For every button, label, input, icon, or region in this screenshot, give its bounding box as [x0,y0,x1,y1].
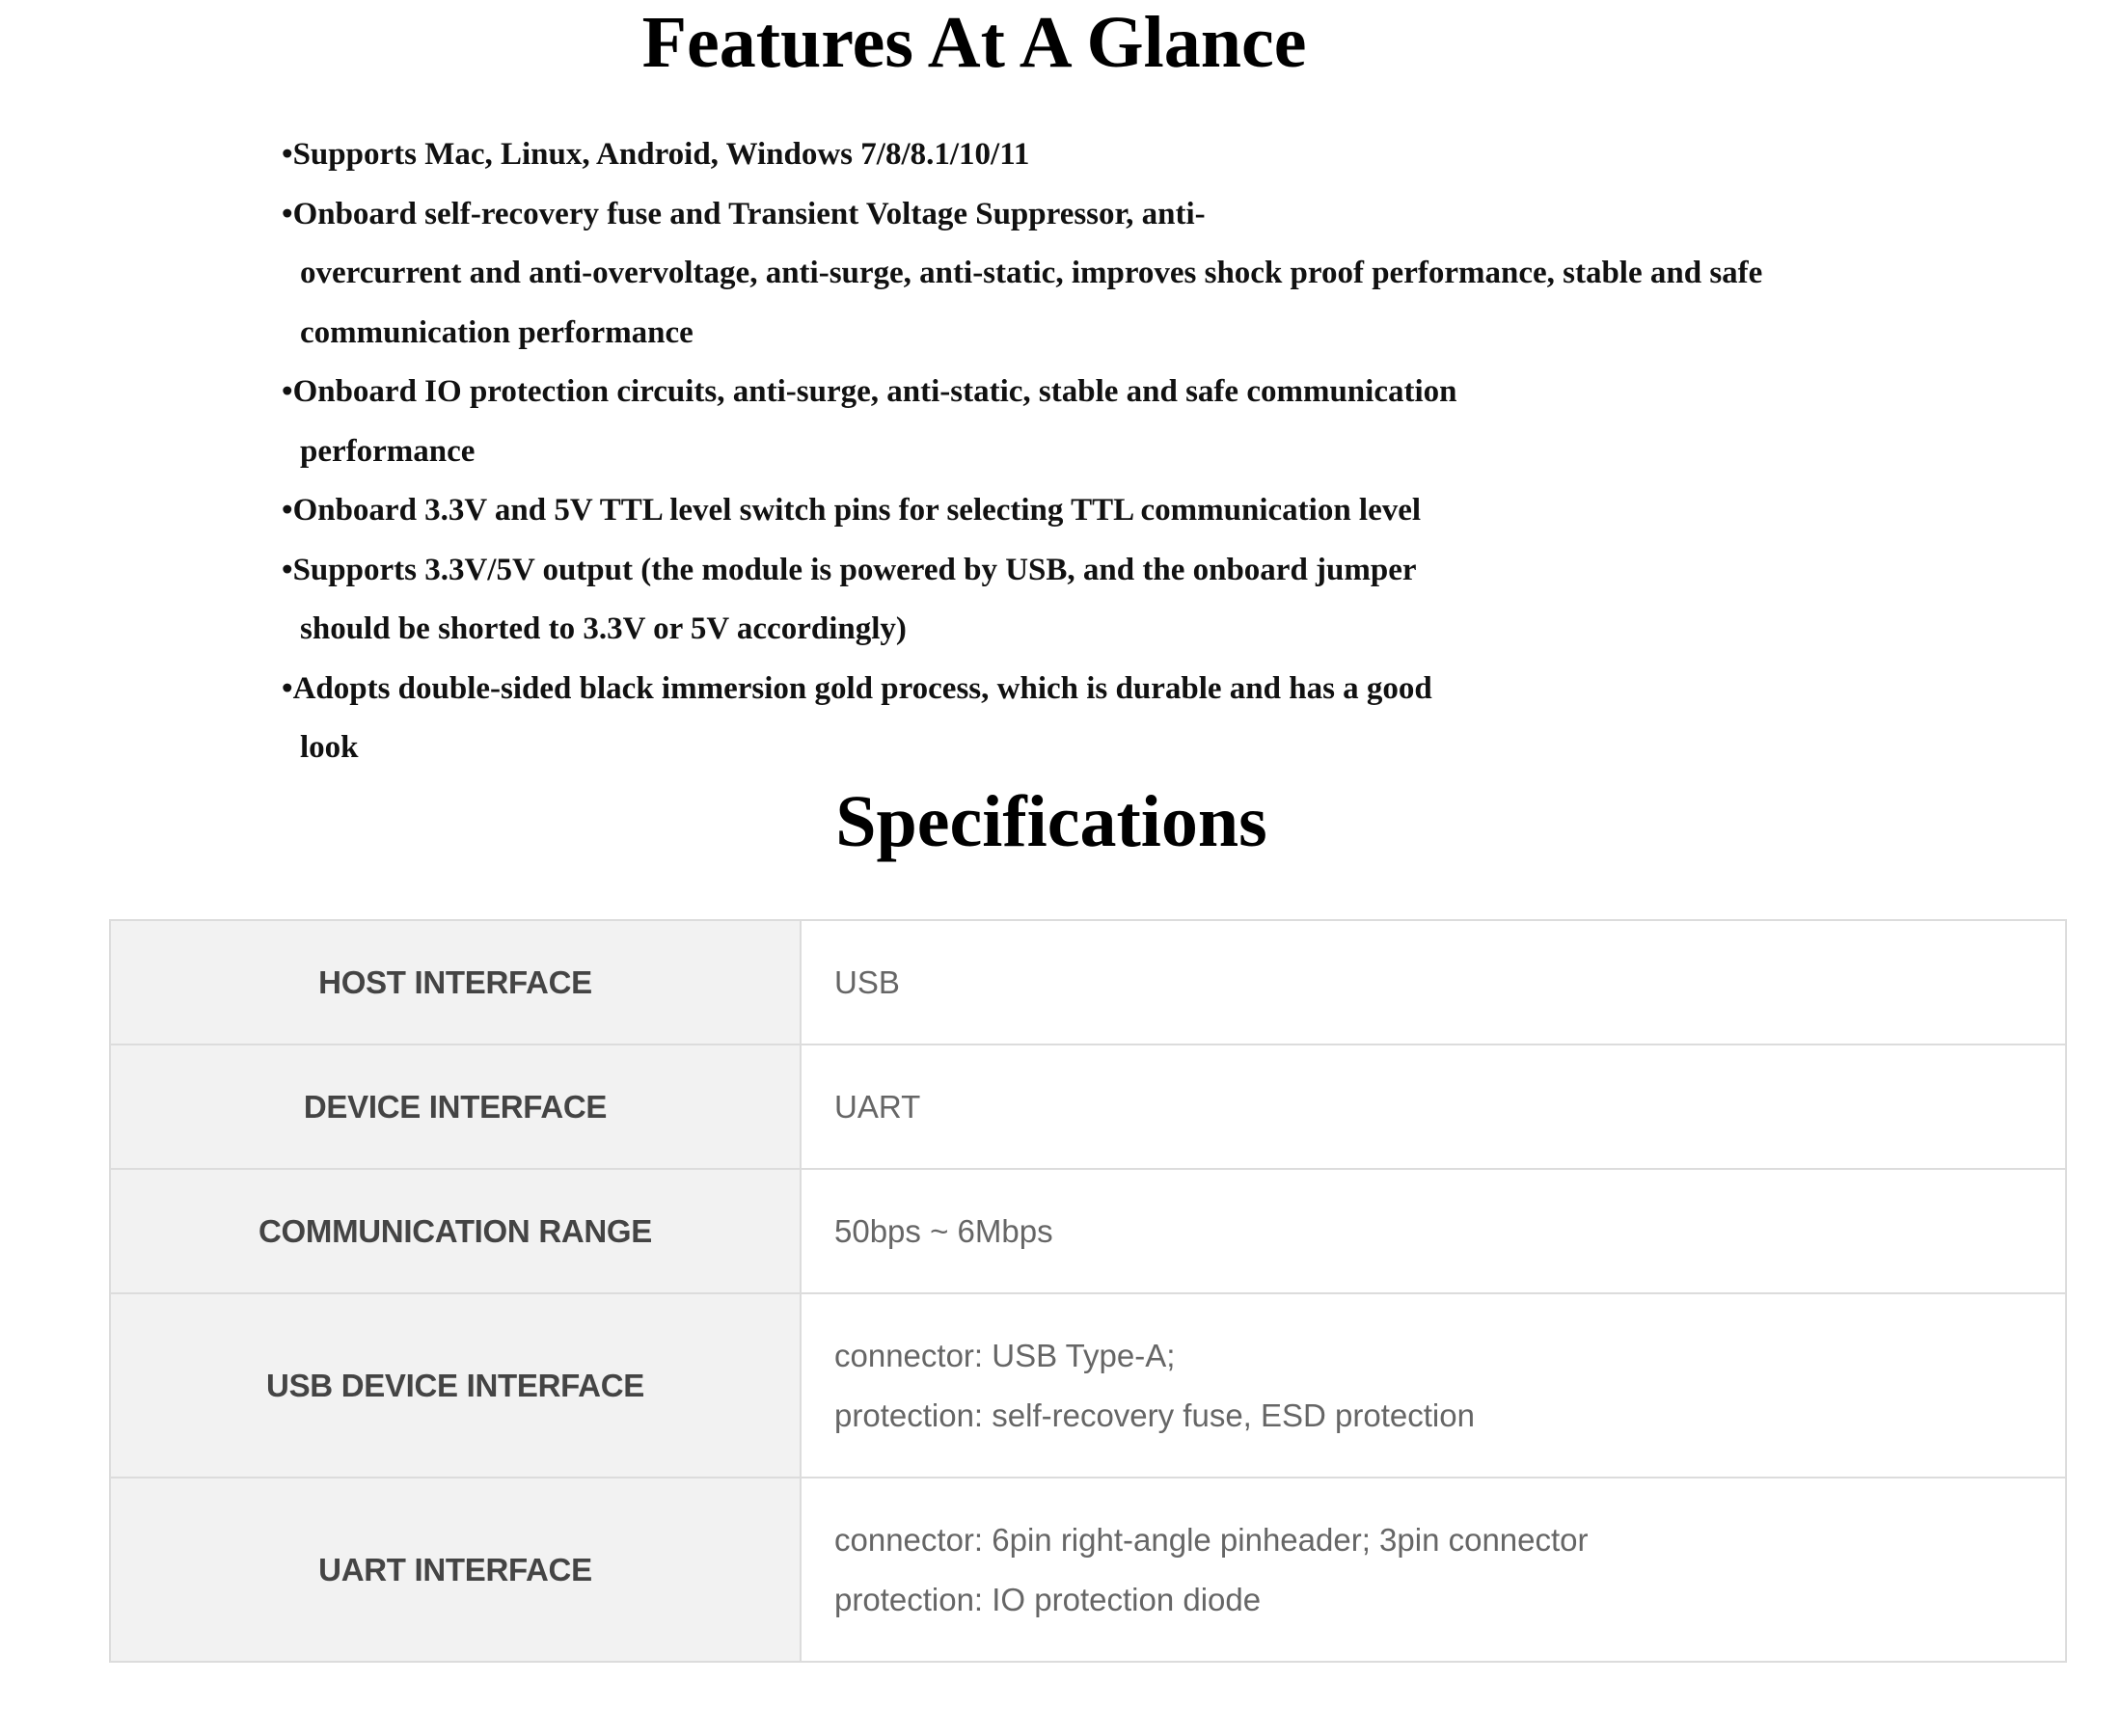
feature-line [282,363,1921,422]
specifications-table [109,919,2067,1663]
spec-value-line: protection: IO protection diode [834,1581,1262,1617]
bullet: • [282,552,293,587]
table-row [110,1169,2066,1293]
feature-text: Supports 3.3V/5V output (the module is powered by USB, and the onboard jumper [292,552,1417,587]
features-list [282,125,1921,778]
feature-line [282,185,1921,245]
feature-text: Adopts double-sided black immersion gold process, which is durable and has a good [292,670,1432,706]
spec-label: COMMUNICATION RANGE [110,1169,801,1293]
features-title: Features At A Glance [641,2,1307,83]
table-row [110,1478,2066,1662]
spec-label: HOST INTERFACE [110,920,801,1044]
bullet: • [282,374,293,409]
feature-line [282,541,1921,601]
feature-text: Onboard IO protection circuits, anti-surge, anti-static, stable and safe communication [292,374,1457,409]
spec-value-line: UART [834,1088,921,1125]
spec-value-line: 50bps ~ 6Mbps [834,1212,1053,1249]
feature-line-continued: performance [300,433,476,469]
feature-line-continued: communication performance [300,314,694,350]
feature-text: Supports Mac, Linux, Android, Windows 7/8/8.1/10/11 [292,137,1030,172]
feature-text: Onboard self-recovery fuse and Transient Voltage Suppressor, anti- [292,196,1206,231]
spec-value-line: protection: self-recovery fuse, ESD protection [834,1397,1475,1433]
spec-label: USB DEVICE INTERFACE [110,1293,801,1478]
spec-value-line: USB [834,963,900,1000]
feature-line [282,660,1921,719]
feature-line-continued: should be shorted to 3.3V or 5V accordingly) [300,611,907,646]
spec-label: UART INTERFACE [110,1478,801,1662]
spec-value-line: connector: 6pin right-angle pinheader; 3pin connector [834,1521,1589,1558]
spec-value [801,920,2066,1044]
feature-item [282,481,1921,541]
feature-text: Onboard 3.3V and 5V TTL level switch pins for selecting TTL communication level [292,493,1422,528]
feature-line-continued: look [300,730,359,765]
feature-item [282,541,1921,660]
feature-item [282,125,1921,185]
spec-label: DEVICE INTERFACE [110,1044,801,1169]
feature-item [282,185,1921,364]
feature-item [282,660,1921,778]
spec-value [801,1478,2066,1662]
feature-line [282,481,1921,541]
spec-value [801,1044,2066,1169]
spec-value-line: connector: USB Type-A; [834,1337,1176,1373]
feature-item [282,363,1921,481]
spec-value [801,1293,2066,1478]
bullet: • [282,493,293,528]
spec-value [801,1169,2066,1293]
table-row [110,920,2066,1044]
bullet: • [282,670,293,706]
bullet: • [282,137,293,172]
bullet: • [282,196,293,231]
feature-line-continued: overcurrent and anti-overvoltage, anti-surge, anti-static, improves shock proof performance, stable and safe [300,256,1763,290]
feature-line [282,125,1921,185]
table-row [110,1293,2066,1478]
specifications-title: Specifications [835,781,1267,862]
table-row [110,1044,2066,1169]
